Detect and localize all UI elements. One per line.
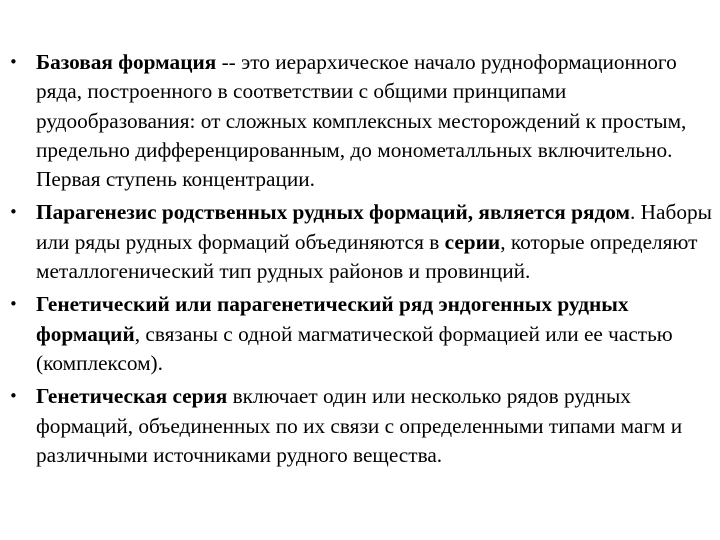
term-bold: Генетическая серия — [36, 384, 228, 409]
body-text: -- это иерархическое начало рудноформационного ряда, построенного в соответствии с общими принципами рудообразования: от сложных комплексных месторождений к простым, предельно дифференцированным, до монометалльных включительно. Первая ступень концентрации. — [36, 50, 687, 192]
bullet-item — [4, 290, 712, 378]
term-bold: Базовая формация — [36, 50, 217, 74]
term-bold: серии — [444, 229, 501, 254]
body-text: , связаны с одной магматической формацией или ее частью (комплексом). — [36, 321, 673, 375]
term-bold: Парагенезис родственных рудных формаций, является рядом — [36, 200, 631, 225]
bullet-item — [4, 382, 712, 470]
term-bold: Генетический или парагенетический ряд эндогенных рудных формаций — [36, 292, 629, 346]
bullet-item — [4, 48, 712, 194]
bullet-item — [4, 198, 712, 286]
bullet-list — [4, 48, 712, 474]
body-text: включает один или несколько рядов рудных формаций, объединенных по их связи с определенными типами магм и различными источниками рудного вещества. — [36, 384, 683, 467]
bullet-icon: • — [9, 203, 18, 222]
bullet-icon: • — [9, 387, 18, 406]
body-text: , которые определяют металлогенический тип рудных районов и провинций. — [36, 229, 698, 284]
bullet-icon: • — [9, 53, 18, 71]
bullet-icon: • — [9, 295, 18, 314]
body-text: . Наборы или ряды рудных формаций объединяются в — [36, 200, 712, 254]
